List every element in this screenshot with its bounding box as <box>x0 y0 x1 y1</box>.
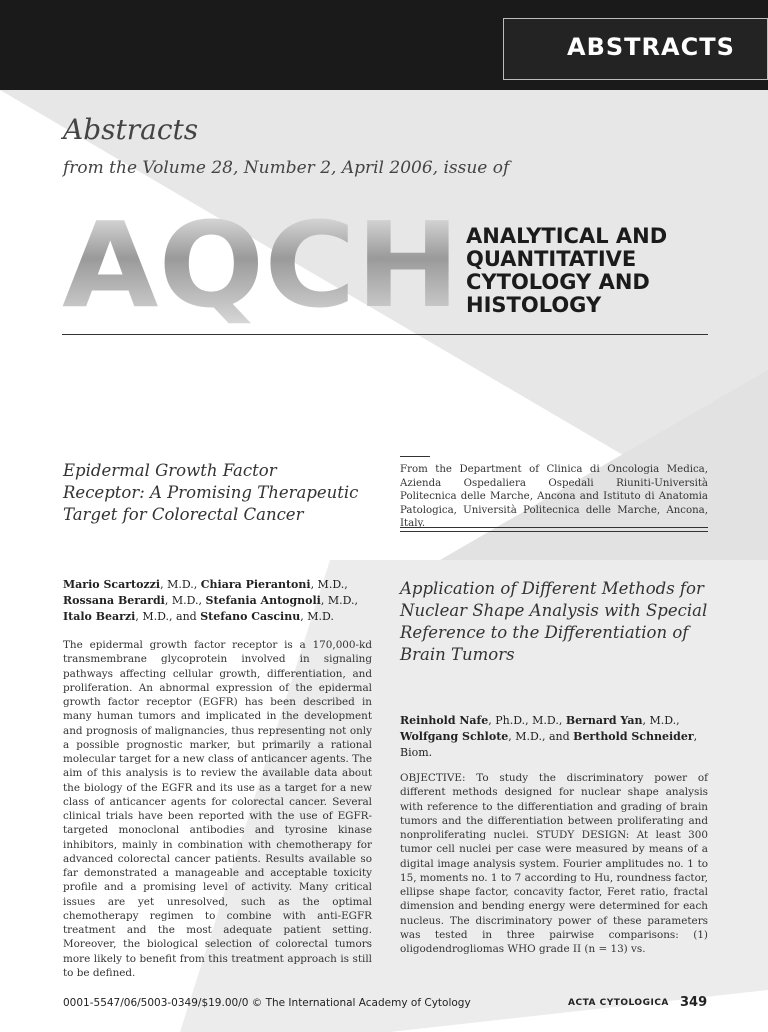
author-degree: , M.D., and <box>508 730 574 743</box>
page-number: 349 <box>680 995 708 1010</box>
author-name: Stefano Cascinu <box>200 610 301 623</box>
affiliation-rule <box>400 456 430 457</box>
article2-body: OBJECTIVE: To study the discriminatory power of different methods designed for nuclear shape analysis with reference to the differentiation and grading of brain tumors and the differentiation between proliferating and nonproliferating nuclei. STUDY DESIGN: At least 300 tumor cell nuclei per case were measured by means of a digital image analysis system. Fourier amplitudes no. 1 to 15, moments no. 1 to 7 according to Hu, roundness factor, ellipse shape factor, concavity factor, Feret ratio, fractal dimension and bending energy were determined for each nucleus. The discriminatory power of these parameters was tested in three pairwise comparisons: (1) oligodendrogliomas WHO grade II (n = 13) vs. <box>400 772 708 955</box>
article1-body: The epidermal growth factor receptor is a 170,000-kd transmembrane glycoprotein involved in signaling pathways affecting cellular growth, differentiation, and proliferation. An abnormal expression of the epidermal growth factor receptor (EGFR) has been described in many human tumors and implicated in the development and prognosis of malignancies, thus representing not only a possible prognostic marker, but primarily a rational molecular target for a new class of anticancer agents. The aim of this analysis is to review the available data about the biology of the EGFR and its use as a target for a new class of anticancer agents for colorectal cancer. Several clinical trials have been reported with the use of EGFR-targeted monoclonal antibodies and tyrosine kinase inhibitors, mainly in combination with chemotherapy for advanced colorectal cancer patients. Results available so far demonstrated a manageable and acceptable toxicity profile and a promising level of activity. Many critical issues are yet unresolved, such as the optimal chemotherapy regimen to combine with anti-EGFR treatment and the most adequate patient setting. Moreover, the biological selection of colorectal tumors more likely to benefit from this treatment approach is still to be defined. <box>63 639 372 979</box>
author-degree: , M.D., <box>164 594 206 607</box>
footer-journal: ACTA CYTOLOGICA <box>568 998 669 1008</box>
author-degree: , M.D., <box>160 578 201 591</box>
article1-affiliation: From the Department of Clinica di Oncologia Medica, Azienda Ospedaliera Ospedali Riuniti-Università Politecnica delle Marche, Ancona and Istituto di Anatomia Patologica, Università Politecnica delle Marche, Ancona, Italy. <box>400 464 708 529</box>
author-name: Mario Scartozzi <box>63 578 161 591</box>
journal-line-2: QUANTITATIVE <box>466 247 637 271</box>
author-name: Wolfgang Schlote <box>400 730 509 743</box>
section-label: ABSTRACTS <box>567 33 735 61</box>
author-name: Rossana Berardi <box>63 594 165 607</box>
author-name: Berthold Schneider <box>573 730 694 743</box>
article2-title: Application of Different Methods for Nuclear Shape Analysis with Special Reference to the Differentiation of Brain Tumors <box>400 579 708 664</box>
journal-name <box>466 225 667 317</box>
author-degree: , M.D., <box>310 578 348 591</box>
aqch-letters: AQCH <box>62 196 460 328</box>
author-name: Italo Bearzi <box>63 610 136 623</box>
author-name: Bernard Yan <box>565 714 643 727</box>
author-degree: , <box>693 730 698 743</box>
author-name: Reinhold Nafe <box>400 714 489 727</box>
article2-authors <box>400 713 710 761</box>
journal-line-4: HISTOLOGY <box>466 293 602 317</box>
author-degree: , M.D. <box>300 610 334 623</box>
journal-line-1: ANALYTICAL AND <box>466 224 668 248</box>
author-degree: , M.D., and <box>135 610 201 623</box>
header-divider <box>62 334 708 335</box>
author-degree-tail: Biom. <box>400 746 433 759</box>
author-degree: , Ph.D., M.D., <box>488 714 566 727</box>
article1-authors <box>63 577 373 625</box>
journal-line-3: CYTOLOGY AND <box>466 270 650 294</box>
abstracts-title: Abstracts <box>63 113 199 146</box>
author-name: Stefania Antognoli <box>205 594 321 607</box>
author-name: Chiara Pierantoni <box>200 578 311 591</box>
abstracts-subtitle: from the Volume 28, Number 2, April 2006, issue of <box>63 158 510 178</box>
footer-citation: 0001-5547/06/5003-0349/$19.00/0 © The International Academy of Cytology <box>63 997 471 1009</box>
author-degree: , M.D., <box>642 714 680 727</box>
aqch-logo <box>62 188 462 328</box>
author-degree: , M.D., <box>320 594 359 607</box>
double-rule <box>400 527 708 532</box>
article1-title: Epidermal Growth Factor Receptor: A Promising Therapeutic Target for Colorectal Cancer <box>63 461 359 524</box>
